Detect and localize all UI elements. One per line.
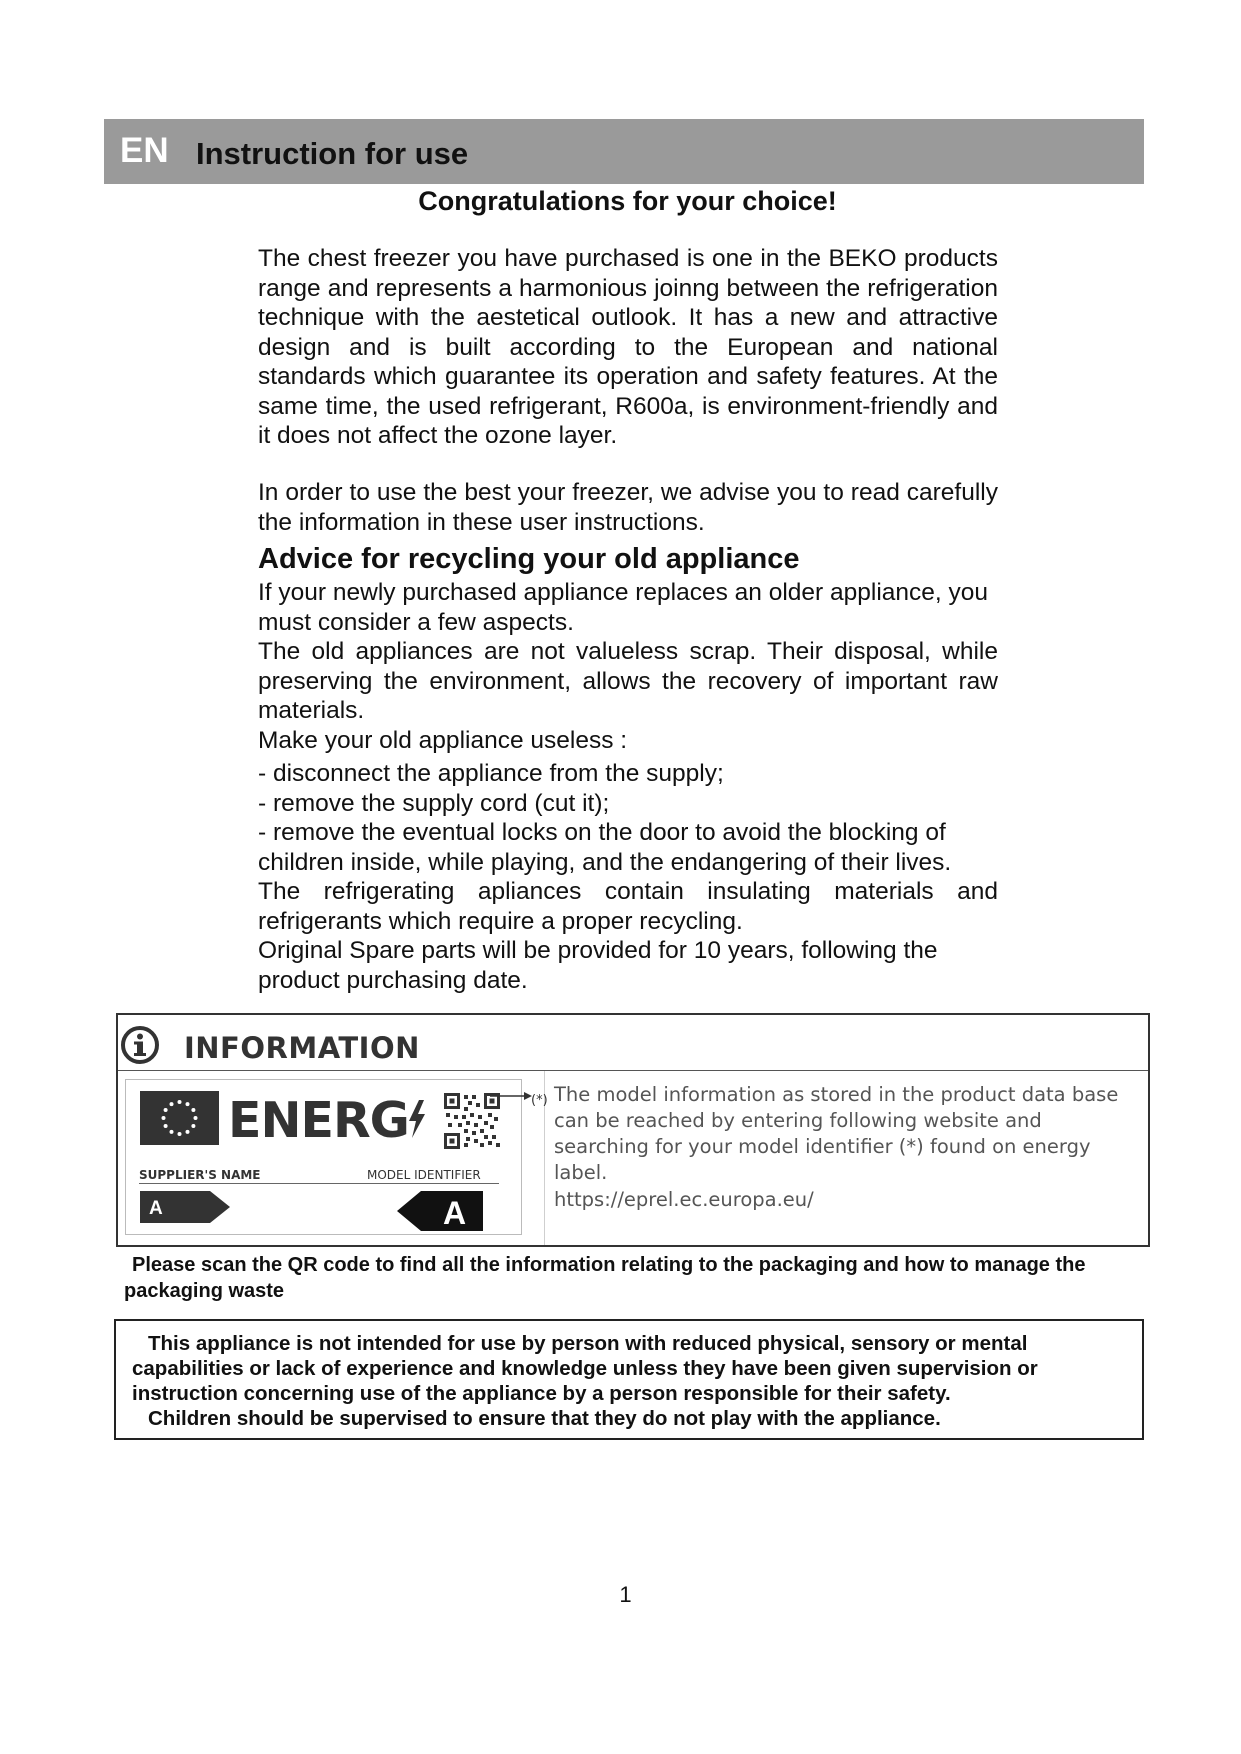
information-box	[116, 1013, 1150, 1247]
recycling-paragraph-3: Make your old appliance useless :	[258, 727, 628, 754]
info-icon	[120, 1025, 160, 1065]
qr-note: Please scan the QR code to find all the information relating to the packaging and how to manage the packaging waste	[124, 1254, 1086, 1302]
language-code: EN	[120, 131, 169, 170]
energy-label	[125, 1079, 522, 1235]
qr-code-icon	[444, 1093, 500, 1149]
label-rule	[139, 1183, 499, 1184]
page-title: Instruction for use	[196, 136, 469, 171]
recycling-step-2: - remove the supply cord (cut it);	[258, 790, 610, 817]
energy-class-arrow-right	[397, 1191, 483, 1231]
advice-paragraph: In order to use the best your freezer, we advise you to read carefully the information in these user instructions.	[258, 479, 998, 536]
header-band	[104, 119, 1144, 184]
recycling-paragraph-5: Original Spare parts will be provided for 10 years, following the product purchasing date.	[258, 937, 938, 994]
eu-flag-icon	[140, 1091, 219, 1145]
warning-line-1: This appliance is not intended for use by person with reduced physical, sensory or mental capabilities or lack of experience and knowledge unless they have been given supervision or instruction concerning use of the appliance by a person responsible for their safety.	[132, 1332, 1038, 1405]
warning-line-2: Children should be supervised to ensure that they do not play with the appliance.	[148, 1407, 941, 1430]
intro-paragraph: The chest freezer you have purchased is one in the BEKO products range and represents a harmonious joinng between the refrigeration technique with the aestetical outlook. It has a new and attractive design and is built according to the European and national standards which guarantee its operation and safety features. At the same time, the used refrigerant, R600a, is environment-friendly and it does not affect the ozone layer.	[258, 245, 998, 449]
information-header	[118, 1015, 1148, 1071]
recycling-heading: Advice for recycling your old appliance	[258, 543, 800, 575]
energy-word: ENERG	[228, 1092, 409, 1149]
energy-bolt-icon	[407, 1100, 427, 1138]
recycling-paragraph-4: The refrigerating apliances contain insulating materials and refrigerants which require a proper recycling.	[258, 878, 998, 935]
arrow-right-icon	[490, 1091, 532, 1101]
eprel-url: https://eprel.ec.europa.eu/	[554, 1188, 814, 1211]
energy-class-arrow-left	[140, 1191, 230, 1223]
recycling-step-1: - disconnect the appliance from the supply;	[258, 760, 724, 787]
page-number: 1	[619, 1582, 632, 1607]
recycling-step-3: - remove the eventual locks on the door to avoid the blocking of children inside, while playing, and the endangering of their lives.	[258, 819, 952, 876]
warning-box	[114, 1319, 1144, 1440]
energy-class-left-text: A	[149, 1198, 163, 1219]
reference-mark: (*)	[531, 1093, 548, 1108]
information-text: The model information as stored in the product data base can be reached by entering following website and searching for your model identifier (*) found on energy label.	[554, 1083, 1119, 1184]
energy-class-right-text: A	[443, 1195, 467, 1231]
recycling-paragraph-1: If your newly purchased appliance replaces an older appliance, you must consider a few aspects.	[258, 579, 989, 636]
model-identifier-label: MODEL IDENTIFIER	[367, 1168, 481, 1182]
supplier-name-label: SUPPLIER'S NAME	[139, 1168, 261, 1182]
congratulations-heading: Congratulations for your choice!	[418, 186, 837, 216]
information-title: INFORMATION	[184, 1031, 420, 1065]
warning-text	[132, 1331, 1132, 1431]
recycling-paragraph-2: The old appliances are not valueless scrap. Their disposal, while preserving the environment, allows the recovery of important raw materials.	[258, 638, 998, 724]
